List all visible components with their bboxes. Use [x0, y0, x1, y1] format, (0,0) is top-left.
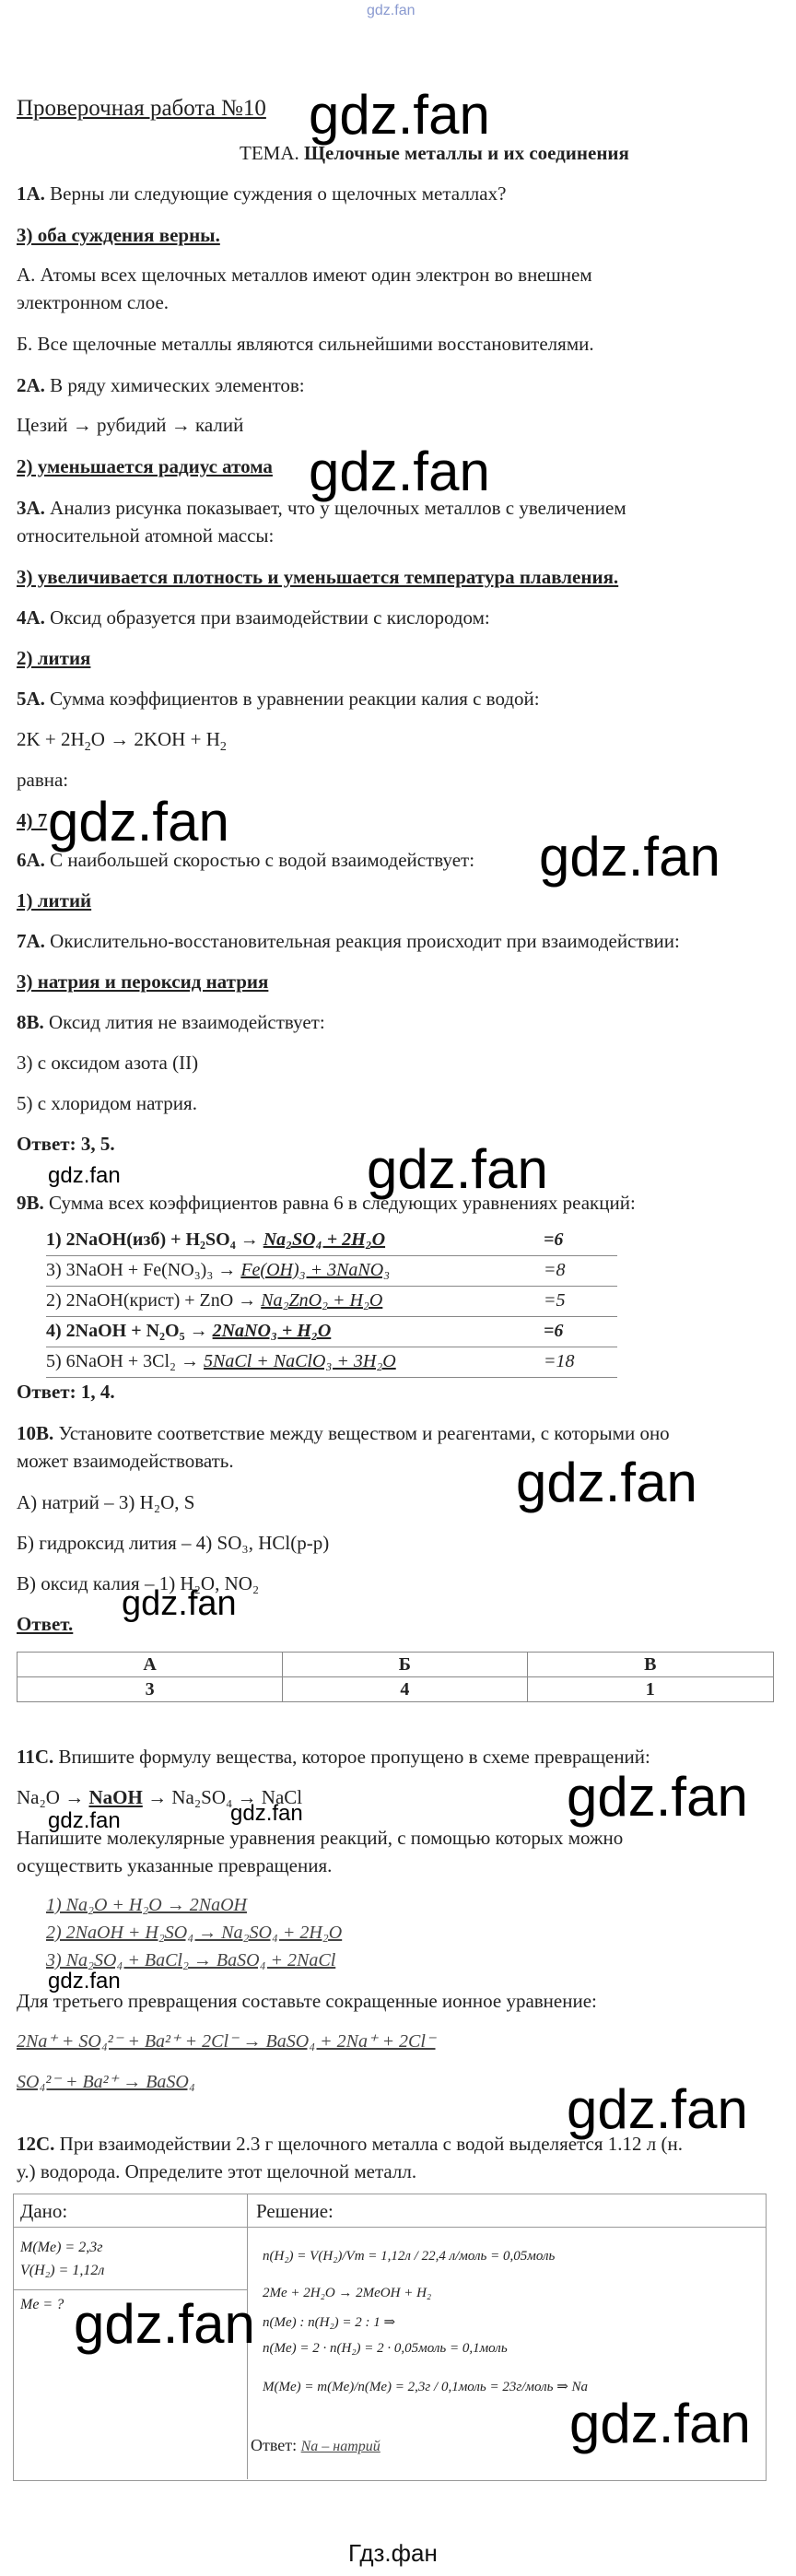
q12-find: Me = ? [20, 2297, 64, 2312]
q12-step-2: 2Me + 2H₂O → 2MeOH + H₂ [263, 2286, 432, 2300]
q1-statement-b: Б. Все щелочные металлы являются сильнейшими восстановителями. [17, 333, 594, 355]
q12-step-1: n(H₂) = V(H₂)/Vm = 1,12л / 22,4 л/моль = 0,05моль [263, 2249, 556, 2264]
watermark: gdz.fan [122, 1584, 237, 1623]
watermark: gdz.fan [230, 1801, 303, 1826]
watermark: gdz.fan [309, 84, 490, 146]
q9-equation-sum: =6 [544, 1229, 564, 1250]
q1-question: 1А. Верны ли следующие суждения о щелочных металлах? [17, 182, 507, 205]
q11-ionic-full: 2Na⁺ + SO₄²⁻ + Ba²⁺ + 2Cl⁻ → BaSO₄ + 2Na⁺ + 2Cl⁻ [17, 2031, 436, 2052]
q1-answer: 3) оба суждения верны. [17, 224, 220, 246]
watermark: gdz.fan [567, 1766, 748, 1828]
q6-question: 6А. С наибольшей скоростью с водой взаимодействует: [17, 849, 475, 871]
watermark: gdz.fan [48, 1808, 121, 1833]
topic-prefix: ТЕМА. [240, 142, 299, 164]
watermark: gdz.fan [309, 441, 490, 502]
watermark: gdz.fan [74, 2293, 255, 2355]
table-cell: 4 [283, 1677, 527, 1702]
q2-series: Цезий → рубидий → калий [17, 414, 244, 436]
topic-text: Щелочные металлы и их соединения [304, 142, 629, 164]
q9-equation-row [46, 1287, 617, 1317]
q9-equation-left: 4) 2NaOH + N₂O₅ → [46, 1321, 213, 1341]
q9-equation-sum: =6 [544, 1321, 564, 1341]
q9-equation-sum: =8 [544, 1260, 566, 1280]
q12-answer-line: Ответ: Na – натрий [251, 2436, 380, 2454]
q11-eq-1: 1) Na₂O + H₂O → 2NaOH [46, 1895, 247, 1915]
q12-step-5: M(Me) = m(Me)/n(Me) = 2,3г / 0,1моль = 23г/моль ⇒ Na [263, 2380, 589, 2394]
page-title: Проверочная работа №10 [17, 96, 266, 121]
q7-question: 7А. Окислительно-восстановительная реакция происходит при взаимодействии: [17, 930, 680, 952]
q8-question: 8В. Оксид лития не взаимодействует: [17, 1011, 325, 1033]
q9-equation-sum: =5 [544, 1290, 566, 1311]
watermark: gdz.fan [367, 1138, 548, 1200]
watermark: gdz.fan [48, 1969, 121, 1994]
q3-answer: 3) увеличивается плотность и уменьшается температура плавления. [17, 566, 619, 588]
q12-given-2: V(H₂) = 1,12л [20, 2263, 105, 2278]
q11-instr-2: осуществить указанные превращения. [17, 1854, 333, 1876]
q8-option-2: 5) с хлоридом натрия. [17, 1092, 197, 1114]
q9-equation-right: 5NaCl + NaClO₃ + 3H₂O [204, 1351, 396, 1371]
q9-answer: Ответ: 1, 4. [17, 1381, 115, 1403]
q12-given-rule [13, 2289, 247, 2290]
q2-question: 2А. В ряду химических элементов: [17, 374, 305, 396]
q12-given-1: M(Me) = 2,3г [20, 2240, 103, 2255]
q11-scheme: Na₂O → NaOH → Na₂SO₄ → NaCl [17, 1786, 303, 1808]
q11-eq-2: 2) 2NaOH + H₂SO₄ → Na₂SO₄ + 2H₂O [46, 1923, 343, 1943]
q9-equation-left: 5) 6NaOH + 3Cl₂ → [46, 1351, 205, 1371]
q7-answer: 3) натрия и пероксид натрия [17, 970, 269, 993]
q9-equation-row [46, 1256, 617, 1287]
q9-equation-row [46, 1317, 617, 1347]
q10-item-c: В) оксид калия – 1) H₂O, NO₂ [17, 1572, 260, 1594]
q9-equation-row [46, 1226, 617, 1256]
q12-solution-label: Решение: [256, 2200, 334, 2222]
watermark: gdz.fan [48, 791, 229, 853]
q10-item-b: Б) гидроксид лития – 4) SO₃, HCl(р-р) [17, 1532, 330, 1554]
q12-step-3: n(Me) : n(H₂) = 2 : 1 ⇒ [263, 2315, 396, 2330]
q5-equals: равна: [17, 769, 69, 791]
q1-statement-a1: А. Атомы всех щелочных металлов имеют один электрон во внешнем [17, 264, 592, 286]
table-cell: 1 [527, 1677, 773, 1702]
table-cell: В [527, 1653, 773, 1677]
q2-answer: 2) уменьшается радиус атома [17, 455, 273, 477]
q12-step-4: n(Me) = 2 · n(H₂) = 2 · 0,05моль = 0,1моль [263, 2341, 508, 2356]
watermark: gdz.fan [516, 1452, 697, 1513]
q11-question: 11С. Впишите формулу вещества, которое пропущено в схеме превращений: [17, 1746, 650, 1768]
q4-question: 4А. Оксид образуется при взаимодействии с кислородом: [17, 606, 490, 629]
q3-question-2: относительной атомной массы: [17, 524, 275, 547]
table-cell: Б [283, 1653, 527, 1677]
q9-equation-row [46, 1347, 617, 1378]
q12-question-2: у.) водорода. Определите этот щелочной металл. [17, 2160, 417, 2182]
q10-question-2: может взаимодействовать. [17, 1450, 234, 1472]
q3-question-1: 3А. Анализ рисунка показывает, что у щелочных металлов с увеличением [17, 497, 626, 519]
q10-answer-table [17, 1652, 774, 1702]
watermark: gdz.fan [48, 1163, 121, 1188]
q9-equation-right: Na₂SO₄ + 2H₂O [263, 1229, 386, 1250]
q11-ionic-short: SO₄²⁻ + Ba²⁺ → BaSO₄ [17, 2072, 195, 2092]
q8-answer: Ответ: 3, 5. [17, 1133, 115, 1155]
q11-eq-3: 3) Na₂SO₄ + BaCl₂ → BaSO₄ + 2NaCl [46, 1950, 336, 1970]
q1-statement-a2: электронном слое. [17, 291, 170, 313]
header-mark: gdz.fan [367, 3, 416, 18]
q6-answer: 1) литий [17, 889, 92, 912]
q9-equation-left: 1) 2NaOH(изб) + H₂SO₄ → [46, 1229, 263, 1250]
q5-equation: $2K + 2H_2O \to 2KOH + H_2$ [17, 728, 227, 755]
q12-given-label: Дано: [20, 2200, 68, 2222]
q11-instr-1: Напишите молекулярные уравнения реакций, с помощью которых можно [17, 1827, 624, 1849]
page-footer: Гдз.фан [348, 2539, 438, 2567]
q10-question-1: 10В. Установите соответствие между веществом и реагентами, с которыми оно [17, 1422, 670, 1444]
watermark: gdz.fan [567, 2078, 748, 2140]
watermark: gdz.fan [539, 826, 720, 888]
q9-equation-right: Fe(OH)₃ + 3NaNO₃ [240, 1260, 391, 1280]
table-cell: 3 [18, 1677, 283, 1702]
q9-equation-right: Na₂ZnO₂ + H₂O [261, 1290, 383, 1311]
q9-equation-sum: =18 [544, 1351, 575, 1371]
q10-answer-label: Ответ. [17, 1613, 74, 1635]
q11-ionic-label: Для третьего превращения составьте сокращенные ионное уравнение: [17, 1990, 597, 2012]
q10-item-a: А) натрий – 3) H₂O, S [17, 1491, 195, 1513]
q5-answer: 4) 7 [17, 809, 48, 831]
q12-question-1: 12С. При взаимодействии 2.3 г щелочного металла с водой выделяется 1.12 л (н. [17, 2133, 683, 2155]
q9-equation-right: 2NaNO₃ + H₂O [212, 1321, 332, 1341]
q12-header-rule [13, 2227, 766, 2228]
watermark: gdz.fan [569, 2393, 751, 2454]
q5-question: 5А. Сумма коэффициентов в уравнении реакции калия с водой: [17, 688, 540, 710]
q4-answer: 2) лития [17, 647, 91, 669]
q8-option-1: 3) с оксидом азота (II) [17, 1052, 199, 1074]
q9-equations [46, 1226, 617, 1378]
table-cell: А [18, 1653, 283, 1677]
q9-question: 9В. Сумма всех коэффициентов равна 6 в следующих уравнениях реакций: [17, 1192, 636, 1214]
q9-equation-left: 3) 3NaOH + Fe(NO₃)₃ → [46, 1260, 241, 1280]
q9-equation-left: 2) 2NaOH(крист) + ZnO → [46, 1290, 262, 1311]
